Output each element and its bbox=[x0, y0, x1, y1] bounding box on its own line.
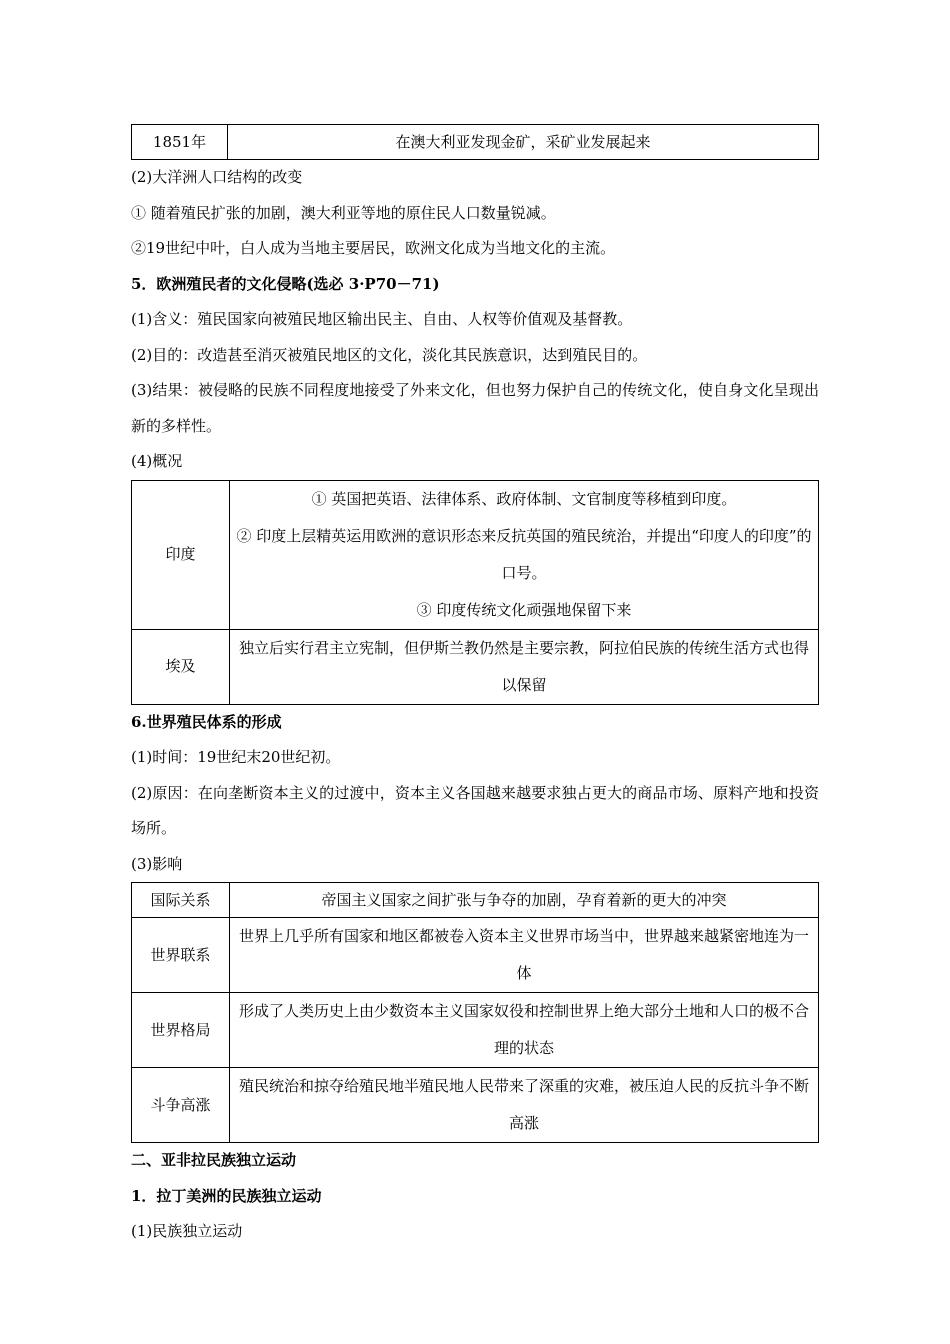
table-row bbox=[132, 993, 819, 1068]
document-page bbox=[131, 124, 819, 1250]
egypt-content: 独立后实行君主立宪制，但伊斯兰教仍然是主要宗教，阿拉伯民族的传统生活方式也得以保留 bbox=[230, 629, 819, 704]
table-row bbox=[132, 480, 819, 629]
section6-heading: 6.世界殖民体系的形成 bbox=[131, 712, 282, 731]
part2-sub-heading: 1．拉丁美洲的民族独立运动 bbox=[131, 1186, 322, 1205]
india-line-3: ③ 印度传统文化顽强地保留下来 bbox=[416, 600, 632, 619]
part2-item: (1)民族独立运动 bbox=[131, 1222, 243, 1240]
culture-table bbox=[131, 480, 819, 705]
oceania-heading: (2)大洋洲人口结构的改变 bbox=[131, 168, 303, 186]
connection-content: 世界上几乎所有国家和地区都被卷入资本主义世界市场当中，世界越来越紧密地连为一体 bbox=[230, 918, 819, 993]
section6-time: (1)时间：19世纪末20世纪初。 bbox=[131, 748, 341, 766]
gold-rush-table bbox=[131, 124, 819, 160]
row-label-india: 印度 bbox=[132, 480, 230, 629]
india-line-2: ② 印度上层精英运用欧洲的意识形态来反抗英国的殖民统治，并提出“印度人的印度”的口号。 bbox=[236, 526, 812, 582]
table-row bbox=[132, 125, 819, 160]
row-label-struggle: 斗争高涨 bbox=[132, 1068, 230, 1143]
pattern-content: 形成了人类历史上由少数资本主义国家奴役和控制世界上绝大部分土地和人口的极不合理的状态 bbox=[230, 993, 819, 1068]
table-row bbox=[132, 1068, 819, 1143]
event-cell: 在澳大利亚发现金矿，采矿业发展起来 bbox=[228, 125, 819, 160]
india-line-1: ① 英国把英语、法律体系、政府体制、文官制度等移植到印度。 bbox=[311, 489, 737, 508]
table-row bbox=[132, 918, 819, 993]
year-cell: 1851年 bbox=[132, 125, 228, 160]
oceania-item-1: ① 随着殖民扩张的加剧，澳大利亚等地的原住民人口数量锐减。 bbox=[131, 203, 556, 222]
section6-cause: (2)原因：在向垄断资本主义的过渡中，资本主义各国越来越要求独占更大的商品市场、原料产地和投资场所。 bbox=[131, 783, 819, 837]
part2-heading: 二、亚非拉民族独立运动 bbox=[131, 1151, 297, 1169]
section5-meaning: (1)含义：殖民国家向被殖民地区输出民主、自由、人权等价值观及基督教。 bbox=[131, 310, 633, 328]
section5-heading: 5．欧洲殖民者的文化侵略(选必 3·P70－71) bbox=[131, 274, 440, 293]
row-label-pattern: 世界格局 bbox=[132, 993, 230, 1068]
table-row bbox=[132, 629, 819, 704]
section5-result: (3)结果：被侵略的民族不同程度地接受了外来文化，但也努力保护自己的传统文化，使自身文化呈现出新的多样性。 bbox=[131, 381, 819, 435]
section6-impact-heading: (3)影响 bbox=[131, 854, 183, 873]
section5-purpose: (2)目的：改造甚至消灭被殖民地区的文化，淡化其民族意识，达到殖民目的。 bbox=[131, 345, 648, 364]
row-label-egypt: 埃及 bbox=[132, 629, 230, 704]
section5-overview-heading: (4)概况 bbox=[131, 452, 183, 470]
india-content bbox=[230, 480, 819, 629]
struggle-content: 殖民统治和掠夺给殖民地半殖民地人民带来了深重的灾难，被压迫人民的反抗斗争不断高涨 bbox=[230, 1068, 819, 1143]
row-label-connection: 世界联系 bbox=[132, 918, 230, 993]
international-content: 帝国主义国家之间扩张与争夺的加剧，孕育着新的更大的冲突 bbox=[230, 883, 819, 918]
table-row bbox=[132, 883, 819, 918]
oceania-item-2: ②19世纪中叶，白人成为当地主要居民，欧洲文化成为当地文化的主流。 bbox=[131, 239, 616, 257]
impact-table bbox=[131, 882, 819, 1143]
row-label-international: 国际关系 bbox=[132, 883, 230, 918]
